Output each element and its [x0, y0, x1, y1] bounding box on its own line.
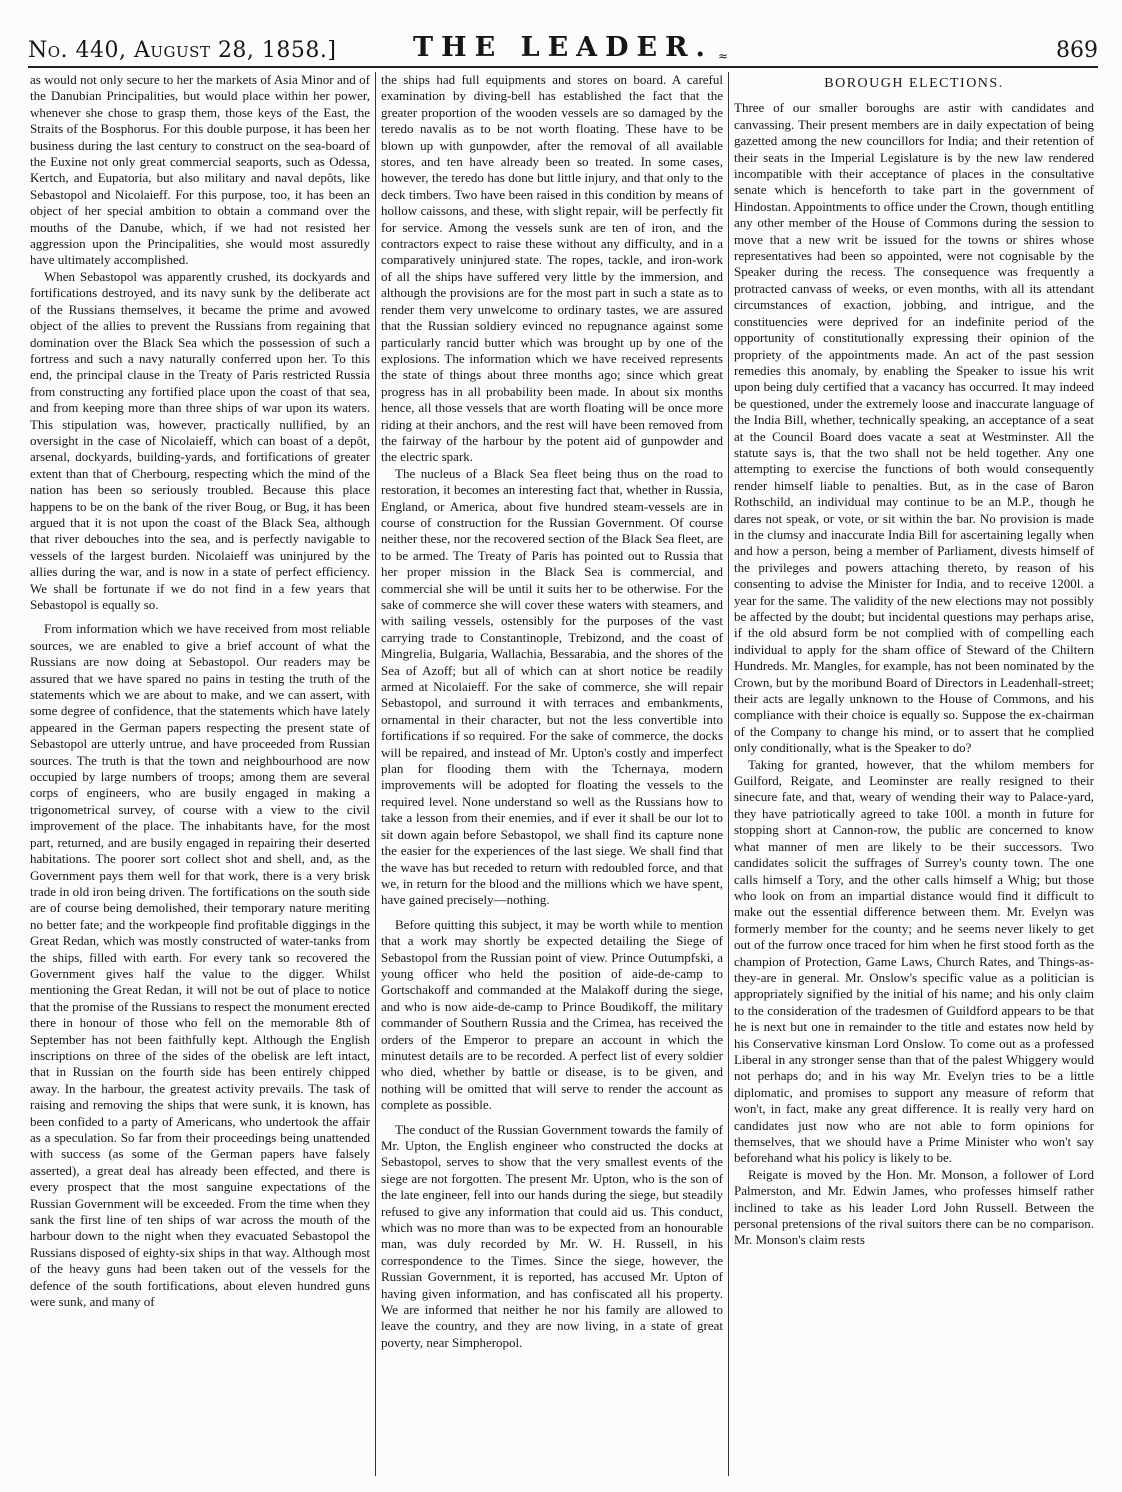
column-middle [381, 72, 723, 1476]
article-paragraph: Three of our smaller boroughs are astir with candidates and canvassing. Their present members are in daily expectation of being gazetted among the new councillors for India; and their retention of their seats in the Imperial Legislature is by the new law rendered incompatible with their acceptance of places in the consultative senate which is henceforth to take part in the government of Hindostan. Appointments to office under the Crown, though entitling any other member of the House of Commons during the session to move that a new writ be issued for the towns or shires whose representatives had been so appointed, were not cognisable by the Speaker during the recess. The consequence was frequently a protracted canvass of weeks, or even months, with all its attendant circumstances of exaction, jobbing, and intrigue, and the constituencies were deprived for an indefinite period of the opportunity of constitutionally expressing their opinion of the propriety of the appointments made. An act of the past session remedies this anomaly, by enabling the Speaker to issue his writ upon being duly certified that a vacancy has occurred. It may indeed be questioned, under the extremely loose and inaccurate language of the India Bill, whether, technically speaking, an acceptance of a seat at the Council Board does vacate a seat at Westminster. All the statute says is, that the two shall not be held together. Any one attempting to exercise the functions of both would consequently render himself liable to penalties. But, as in the case of Baron Rothschild, an individual may continue to be an M.P., though he dares not speak, or vote, or sit within the bar. No provision is made in the clumsy and inaccurate India Bill for ascertaining legally when and how a person, being a member of Parliament, divests himself of the privileges and powers attaching thereto, by reason of his consenting to advise the Minister for India, and to receive 1200l. a year for the same. The validity of the new elections may not possibly be affected by the doubt; but incidental questions may perhaps arise, if the old absurd form be not complied with of compelling each individual to apply for the sham office of Steward of the Chiltern Hundreds. Mr. Mangles, for example, has not been nominated by the Crown, but by the moribund Board of Directors in Leadenhall-street; their acts are legally unknown to the House of Commons, and his compliance with their choice is equally so. Suppose the ex-chairman of the Company to change his mind, or to assert that he complied only conditionally, what is the Speaker to do? [734, 100, 1094, 756]
article-paragraph: Taking for granted, however, that the whilom members for Guilford, Reigate, and Leominster are really resigned to their sinecure fate, and that, weary of wending their way to Palace-yard, they have patriotically agreed to take 100l. a month in future for stopping short at Cannon-row, the public are concerned to know what manner of men are likely to be their successors. Two candidates solicit the suffrages of Surrey's county town. The one calls himself a Tory, and the other calls himself a Whig; but those who look on from an impartial distance would find it difficult to make out the essential difference between them. Mr. Evelyn was formerly member for the county; and he seems never likely to get out of the furrow once traced for him when he first stood forth as the champion of Protection, Game Laws, Church Rates, and Things-as-they-are in general. Mr. Onslow's specific value as a politician is appropriately signified by the initial of his name; and his only claim to the consideration of the tradesmen of Guildford appears to be that he is next but one in remainder to the title and estates now held by his Conservative kinsman Lord Onslow. To come out as a professed Liberal in any stronger sense than that of the palest Whiggery would not perhaps do; and in his way Mr. Evelyn tries to be a little diplomatic, and promises to support any measure of reform that won't, in fact, make any great difference. It is really very hard on candidates just now who are not able to form opinions for themselves, that we should have a Prime Minister who won't say beforehand what his policy is likely to be. [734, 756, 1094, 1166]
article-paragraph: The nucleus of a Black Sea fleet being thus on the road to restoration, it becomes an interesting fact that, whether in Russia, England, or America, about five hundred steam-vessels are in course of construction for the Russian Government. Of course neither these, nor the recovered section of the Black Sea fleet, are to be armed. The Treaty of Paris has pointed out to Russia that her proper mission in the Black Sea is commercial, and commercial she will be until it suits her to be otherwise. For the sake of commerce she will cover these waters with steamers, and with sailing vessels, ostensibly for the purposes of the vast carrying trade to Constantinople, Trebizond, and the coast of Mingrelia, Bulgaria, Wallachia, Bessarabia, and the shores of the Sea of Azoff; but all of which can at short notice be readily armed at Nicolaieff. For the sake of commerce, she will repair Sebastopol, and surround it with terraces and embankments, ornamental in their character, but not the less convertible into fortifications if so required. For the sake of commerce, the docks will be repaired, and instead of Mr. Upton's costly and imperfect plan for flooding them with the Tchernaya, modern improvements will be adopted for floating the vessels to the required level. None understand so well as the Russians how to take a lesson from their enemies, and if ever it shall be our lot to sit down again before Sebastopol, we shall find its capture none the easier for the experiences of the last siege. We shall find that the wave has but receded to return with redoubled force, and that we, in return for the blood and the millions which we have spent, have gained precisely—nothing. [381, 465, 723, 908]
publication-title: THE LEADER. [413, 32, 713, 63]
issue-date-line: No. 440, August 28, 1858.] [28, 38, 337, 63]
column-right [734, 72, 1094, 1476]
article-paragraph: Before quitting this subject, it may be worth while to mention that a work may shortly be expected detailing the Siege of Sebastopol from the Russian point of view. Prince Outumpfski, a young officer who held the position of aide-de-camp to Gortschakoff and commanded at the Malakoff during the siege, and who is now aide-de-camp to Prince Boudikoff, the military commander of Southern Russia and the Crimea, has received the orders of the Emperor to prepare an account in which the minutest details are to be recorded. A perfect list of every soldier who died, whether by battle or disease, is to be given, and nothing will be omitted that will serve to render the account as complete as possible. [381, 916, 723, 1113]
article-heading: BOROUGH ELECTIONS. [824, 76, 1004, 91]
column-divider [728, 72, 729, 1476]
masthead [28, 34, 1098, 68]
page-number: 869 [1056, 38, 1098, 63]
article-paragraph: From information which we have received from most reliable sources, we are enabled to give a brief account of what the Russians are now doing at Sebastopol. Our readers may be assured that we have spared no pains in testing the truth of the statements which we are about to make, and we can assert, with some degree of confidence, that the statements which have lately appeared in the German papers respecting the present state of Sebastopol are utterly untrue, and have proceeded from Russian sources. The truth is that the town and neighbourhood are now occupied by large numbers of troops; among them are several corps of engineers, who are busily engaged in making a trigonometrical survey, of course with a view to the civil improvement of the place. The inhabitants have, for the most part, returned, and are busily engaged in repairing their deserted habitations. The poorer sort collect shot and shell, and, as the Government pays them well for that work, there is a very brisk trade in old iron being driven. The fortifications on the south side are of course being demolished, their temporary nature meriting no better fate; and the workpeople find profitable diggings in the Great Redan, which was mostly constructed of water-tanks from the ships, filled with earth. For every tank so recovered the Government gives half the value to the digger. Whilst mentioning the Great Redan, it will not be out of place to notice that the promise of the Russians to respect the monument erected there in honour of those who fell on the memorable 8th of September has not been faithfully kept. Although the English inscriptions on three of the sides of the obelisk are left intact, that in Russian on the fourth side has been entirely chipped away. In the harbour, the greatest activity prevails. The task of raising and removing the ships that were sunk, it is known, has been confided to a party of Americans, who undertook the affair as a speculation. So far from their proceedings being unattended with success (as some of the German papers have falsely asserted), a great deal has already been effected, and there is every prospect that the most sanguine expectations of the Russian Government will be exceeded. From the time when they sank the first line of ten ships of war across the mouth of the harbour down to the night when they evacuated Sebastopol the Russians disposed of eighty-six ships in that way. Although most of the heavy guns had been taken out of the vessels for the defence of the south fortifications, about eleven hundred guns were sunk, and many of [30, 621, 370, 1310]
article-paragraph: The conduct of the Russian Government towards the family of Mr. Upton, the English engineer who constructed the docks at Sebastopol, serves to show that the very smallest events of the siege are not forgotten. The present Mr. Upton, who is the son of the late engineer, fell into our hands during the siege, but steadily refused to give any information that could aid us. This conduct, which was no more than was to be expected from an honourable man, was duly recorded by Mr. W. H. Russell, in his correspondence to the Times. Since the siege, however, the Russian Government, it is reported, has accused Mr. Upton of having given information, and has confiscated all his property. We are informed that neither he nor his family are allowed to leave the country, and they are now living, in a state of great poverty, near Simpheropol. [381, 1121, 723, 1350]
column-left [30, 72, 370, 1476]
article-paragraph: Reigate is moved by the Hon. Mr. Monson, a follower of Lord Palmerston, and Mr. Edwin James, who professes himself rather inclined to take as his leader Lord John Russell. Between the personal pretensions of the rival suitors there can be no comparison. Mr. Monson's claim rests [734, 1166, 1094, 1248]
print-mark: ≈ [718, 49, 729, 63]
article-paragraph: as would not only secure to her the markets of Asia Minor and of the Danubian Principalities, but would place within her power, whenever she chose to grasp them, those keys of the East, the Straits of the Bosphorus. For this double purpose, it has been her business during the last century to construct on the sea-board of the Euxine not only great commercial seaports, such as Odessa, Kertch, and Eupatoria, but also military and naval depôts, like Sebastopol and Nicolaieff. For this purpose, too, it has been an object of her special ambition to obtain a command over the mouths of the Danube, which, if we had not resisted her aggression upon the Principalities, she would most assuredly have ultimately accomplished. [30, 72, 370, 268]
article-paragraph: the ships had full equipments and stores on board. A careful examination by diving-bell has established the fact that the greater proportion of the wooden vessels are so damaged by the teredo navalis as to be not worth floating. These have to be blown up with gunpowder, after the removal of all available stores, and ten have already been so treated. In some cases, however, the teredo has done but little injury, and that only to the deck timbers. Two have been raised in this condition by means of hollow caissons, and these, with slight repair, will be perfectly fit for service. Among the vessels sunk are ten of iron, and the contractors expect to raise these without any difficulty, and in a comparatively uninjured state. The ropes, tackle, and iron-work of all the ships have suffered very little by the immersion, and although the provisions are for the most part in such a state as to render them very unwelcome to ordinary tastes, we are assured that the Russian soldiery evinced no repugnance against some particularly rancid butter which was brought up by one of the explosions. The information which we have received represents the state of things about three months ago; since which great progress has in all probability been made. In about six months hence, all those vessels that are worth floating will be once more riding at their anchors, and the rest will have been removed from the fairway of the harbour by the potent aid of gunpowder and the electric spark. [381, 72, 723, 465]
article-paragraph: When Sebastopol was apparently crushed, its dockyards and fortifications destroyed, and its navy sunk by the deliberate act of the Russians themselves, it became the prime and avowed object of the allies to prevent the Russians from regaining that domination over the Black Sea which the possession of such a fortress and such a navy naturally conferred upon her. To this end, the principal clause in the Treaty of Paris restricted Russia from constructing any fortified place upon the coast of that sea, and from keeping more than three ships of war upon its waters. This stipulation was, however, practically nullified, by an oversight in the case of Nicolaieff, which can boast of a depôt, arsenal, dockyards, building-yards, and fortifications of greater extent than that of Cherbourg, respecting which the mind of the nation has been so seriously troubled. Because this place happens to be on the bank of the river Boug, or Bug, it has been argued that it is not upon the coast of the Black Sea, although that river debouches into the sea, and is perfectly navigable to vessels of the largest burden. Nicolaieff was uninjured by the allies during the war, and is now in a state of perfect efficiency. We shall be fortunate if we do not find in a few years that Sebastopol is equally so. [30, 268, 370, 612]
column-divider [375, 72, 376, 1476]
